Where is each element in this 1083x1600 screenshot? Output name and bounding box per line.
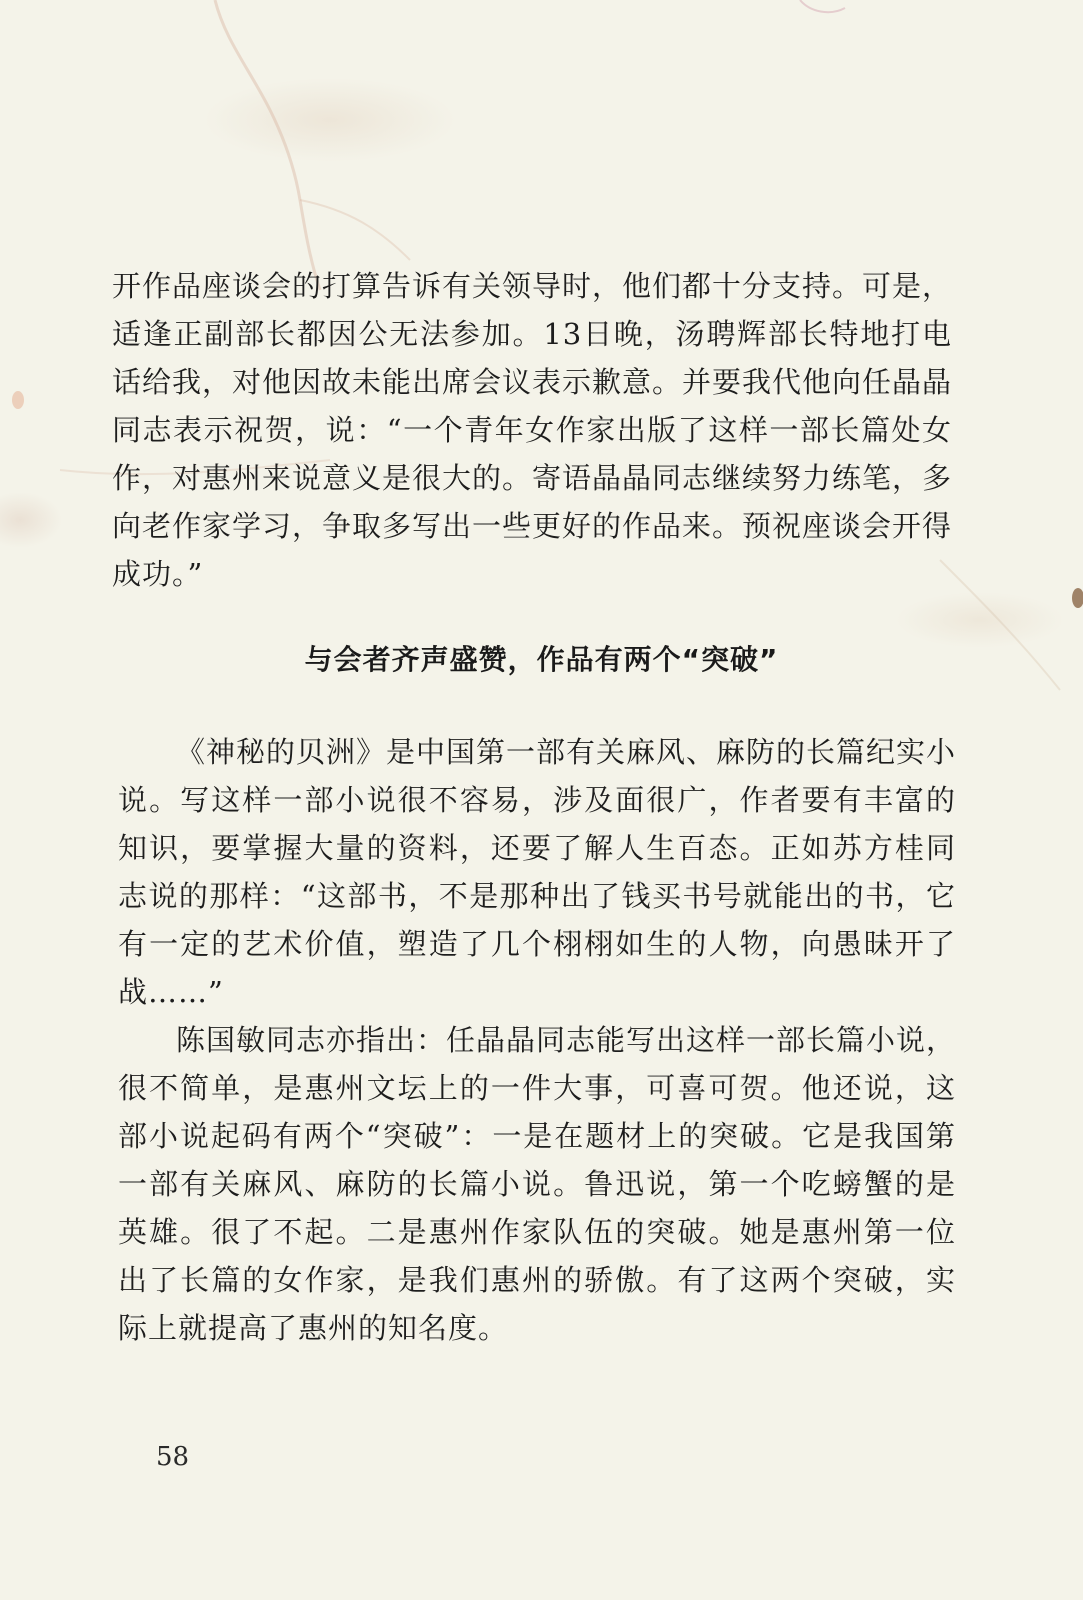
paragraph-2: 陈国敏同志亦指出：任晶晶同志能写出这样一部长篇小说，很不简单，是惠州文坛上的一件大事，可喜可贺。他还说，这部小说起码有两个“突破”：一是在题材上的突破。它是我国第一部有关麻风、麻防的长篇小说。鲁迅说，第一个吃螃蟹的是英雄。很了不起。二是惠州作家队伍的突破。她是惠州第一位出了长篇的女作家，是我们惠州的骄傲。有了这两个突破，实际上就提高了惠州的知名度。 xyxy=(118,1023,957,1345)
section-heading: 与会者齐声盛赞，作品有两个“突破” xyxy=(304,643,779,676)
continued-paragraph-text: 开作品座谈会的打算告诉有关领导时，他们都十分支持。可是，适逢正副部长都因公无法参加。13日晚，汤聘辉部长特地打电话给我，对他因故未能出席会议表示歉意。并要我代他向任晶晶同志表示祝贺，说：“一个青年女作家出版了这样一部长篇处女作，对惠州来说意义是很大的。寄语晶晶同志继续努力练笔，多向老作家学习，争取多写出一些更好的作品来。预祝座谈会开得成功。” xyxy=(112,269,953,591)
continued-paragraph xyxy=(112,262,952,598)
page-number: 58 xyxy=(156,1442,190,1472)
section-body xyxy=(118,728,956,1352)
paragraph-1: 《神秘的贝洲》是中国第一部有关麻风、麻防的长篇纪实小说。写这样一部小说很不容易，涉及面很广，作者要有丰富的知识，要掌握大量的资料，还要了解人生百态。正如苏方桂同志说的那样：“这部书，不是那种出了钱买书号就能出的书，它有一定的艺术价值，塑造了几个栩栩如生的人物，向愚昧开了战……” xyxy=(118,735,957,1009)
